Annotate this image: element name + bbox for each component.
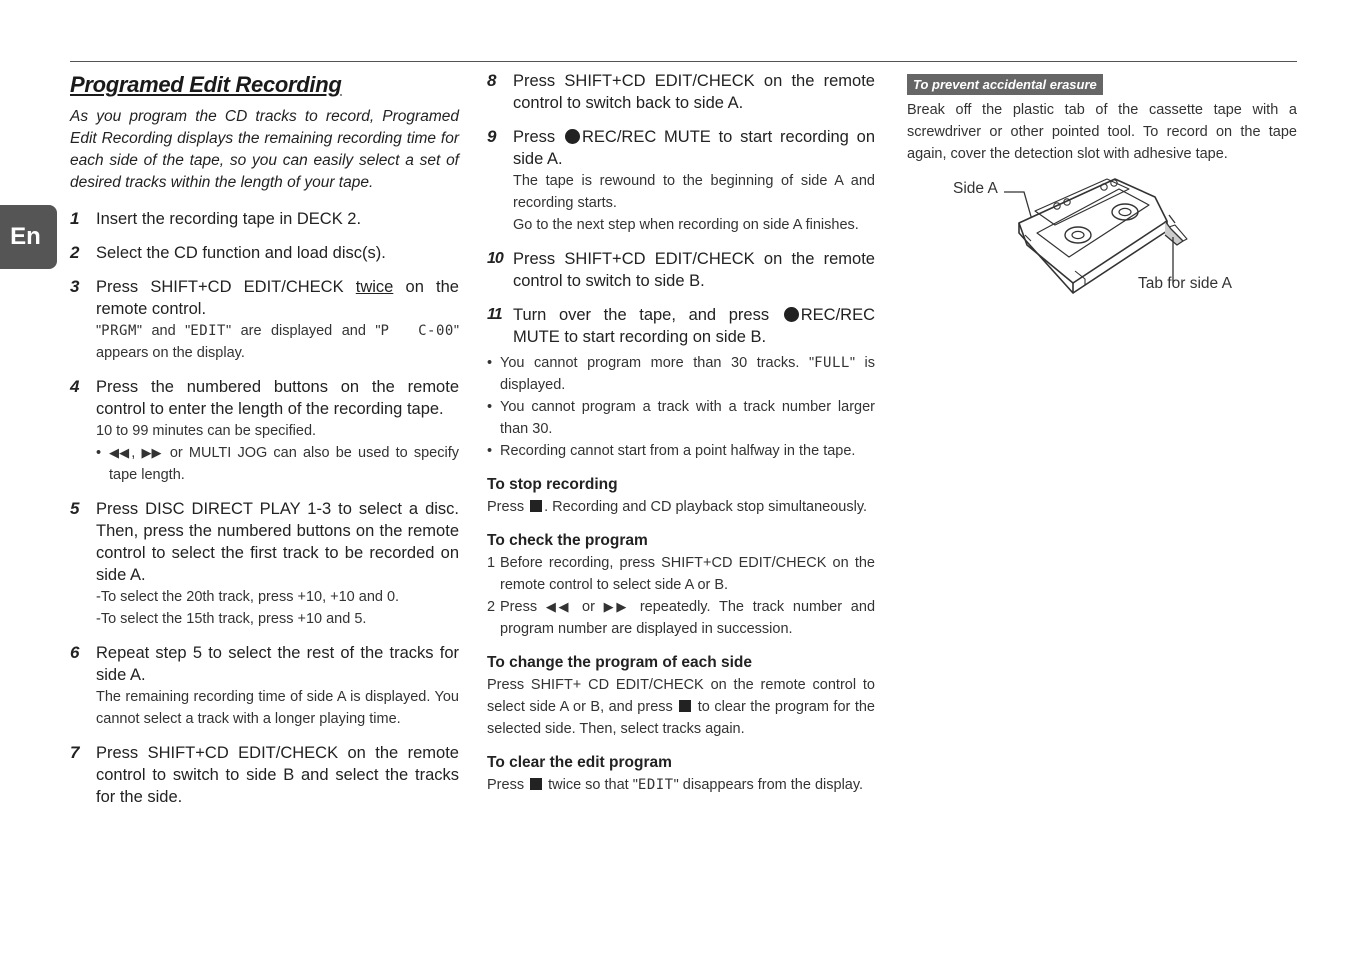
- label-side-a: Side A: [953, 180, 998, 197]
- step-text-part: Press SHIFT+CD EDIT/CHECK: [96, 278, 356, 296]
- step-5: [70, 498, 459, 630]
- step-number: 11: [487, 306, 502, 323]
- heading-stop-recording: To stop recording: [487, 476, 618, 493]
- item-text: repeatedly. The track number and program number are displayed in succession.: [500, 599, 876, 637]
- notes-list: [487, 352, 875, 462]
- step-text: [513, 304, 875, 348]
- item-number: 1: [487, 555, 496, 571]
- step-1: [70, 208, 459, 230]
- step-text-part: on the remote control.: [96, 278, 459, 318]
- check-item-1: [487, 552, 875, 596]
- step-number: 8: [487, 71, 497, 90]
- emphasis-twice: twice: [355, 278, 394, 296]
- note-text: You cannot program a track with a track number larger than 30.: [500, 399, 875, 437]
- note-text: " is displayed.: [500, 355, 875, 393]
- step-subtext: The tape is rewound to the beginning of side A and recording starts.: [513, 173, 875, 211]
- stop-recording-text: [487, 496, 875, 518]
- column-left: [70, 70, 459, 820]
- intro-paragraph: As you program the CD tracks to record, Programed Edit Recording displays the remaining recording time for each side of the tape, so you can easily select a set of desired tracks within the length of your tape.: [70, 108, 459, 191]
- display-program-counter: P C-00: [380, 323, 454, 339]
- note-text: Recording cannot start from a point halfway in the tape.: [500, 443, 856, 459]
- bullet-item: [96, 442, 459, 486]
- top-rule: [70, 61, 1297, 62]
- record-icon: [784, 307, 799, 322]
- bullet-dot: •: [96, 445, 102, 461]
- step-text: Press DISC DIRECT PLAY 1-3 to select a disc. Then, press the numbered buttons on the remote control to select the first track to be recorded on side A.: [96, 500, 459, 584]
- step-number: 10: [487, 250, 503, 267]
- step-text-part: REC/REC MUTE to start recording on side B.: [513, 306, 875, 346]
- display-full: FULL: [814, 355, 850, 371]
- note-item: [487, 396, 875, 440]
- quote: " are displayed and ": [225, 323, 381, 339]
- separator: ,: [131, 445, 142, 461]
- step-number: 9: [487, 127, 497, 146]
- note-item: [487, 440, 875, 462]
- step-text-part: Press: [513, 128, 563, 146]
- heading-clear-program: To clear the edit program: [487, 754, 672, 771]
- step-text: Press SHIFT+CD EDIT/CHECK on the remote control to switch to side B.: [513, 250, 875, 290]
- bullet-text: or MULTI JOG can also be used to specify tape length.: [109, 445, 459, 483]
- step-number: 7: [70, 743, 80, 762]
- bullet-dot: •: [487, 355, 493, 371]
- display-edit: EDIT: [190, 323, 226, 339]
- para-text: Press SHIFT+ CD EDIT/CHECK on the remote control to select side A or B, and press: [487, 677, 875, 715]
- note-item: [487, 352, 875, 396]
- language-tab: En: [0, 205, 57, 269]
- stop-icon: [530, 778, 542, 790]
- item-number: 2: [487, 599, 496, 615]
- step-text: Repeat step 5 to select the rest of the tracks for side A.: [96, 644, 459, 684]
- heading-change-program: To change the program of each side: [487, 654, 752, 671]
- step-text: [513, 126, 875, 170]
- step-subtext: The remaining recording time of side A is displayed. You cannot select a track with a longer playing time.: [96, 689, 459, 727]
- display-note: [96, 320, 459, 364]
- item-text: Press: [500, 599, 546, 615]
- step-number: 3: [70, 277, 80, 296]
- quote: " and ": [136, 323, 191, 339]
- dash-note: -To select the 20th track, press +10, +10 and 0.: [96, 589, 400, 605]
- bullet-dot: •: [487, 443, 493, 459]
- rewind-icon: ◀◀: [545, 599, 572, 614]
- cassette-figure: [907, 175, 1297, 305]
- dash-note: -To select the 15th track, press +10 and 5.: [96, 611, 367, 627]
- step-number: 2: [70, 243, 80, 262]
- step-4: [70, 376, 459, 486]
- quote: ": [96, 323, 102, 339]
- para-text: " disappears from the display.: [673, 777, 864, 793]
- para-text: Press: [487, 499, 529, 515]
- step-text: [96, 276, 459, 320]
- step-text: Select the CD function and load disc(s).: [96, 244, 386, 262]
- change-program-text: [487, 674, 875, 740]
- column-middle: [487, 70, 875, 796]
- column-right: [907, 70, 1297, 165]
- section-title: Programed Edit Recording: [70, 72, 342, 97]
- display-prgm: PRGM: [101, 323, 137, 339]
- step-6: [70, 642, 459, 730]
- para-text: to clear the program for the selected side. Then, select tracks again.: [487, 699, 875, 737]
- quote: ": [453, 323, 459, 339]
- step-2: [70, 242, 459, 264]
- step-9: [487, 126, 875, 236]
- item-text: or: [573, 599, 604, 615]
- label-tab-side-a: Tab for side A: [1138, 275, 1232, 292]
- step-text: Press the numbered buttons on the remote control to enter the length of the recording tape.: [96, 378, 459, 418]
- rewind-icon: ◀◀: [109, 445, 130, 460]
- stop-icon: [530, 500, 542, 512]
- fast-forward-icon: ▶▶: [141, 445, 162, 460]
- step-number: 6: [70, 643, 80, 662]
- step-3: [70, 276, 459, 364]
- step-text: Press SHIFT+CD EDIT/CHECK on the remote control to switch to side B and select the tracks for the side.: [96, 744, 459, 806]
- step-text: Press SHIFT+CD EDIT/CHECK on the remote control to switch back to side A.: [513, 72, 875, 112]
- para-text: Press: [487, 777, 529, 793]
- step-11: [487, 304, 875, 348]
- step-10: [487, 248, 875, 292]
- record-icon: [565, 129, 580, 144]
- step-7: [70, 742, 459, 808]
- note-text: You cannot program more than 30 tracks. ": [500, 355, 815, 371]
- display-note-end: appears on the display.: [96, 345, 245, 361]
- bullet-dot: •: [487, 399, 493, 415]
- erasure-text: Break off the plastic tab of the cassette tape with a screwdriver or other pointed tool. To record on the tape again, cover the detection slot with adhesive tape.: [907, 102, 1297, 162]
- step-text: Insert the recording tape in DECK 2.: [96, 210, 362, 228]
- step-number: 1: [70, 209, 80, 228]
- display-edit: EDIT: [637, 777, 674, 793]
- item-text: Before recording, press SHIFT+CD EDIT/CHECK on the remote control to select side A or B.: [500, 555, 875, 593]
- step-subtext: 10 to 99 minutes can be specified.: [96, 423, 317, 439]
- check-item-2: [487, 596, 875, 640]
- step-text-part: REC/REC MUTE to start recording on side A.: [513, 128, 875, 168]
- para-text: . Recording and CD playback stop simultaneously.: [544, 499, 868, 515]
- step-number: 4: [70, 377, 80, 396]
- step-8: [487, 70, 875, 114]
- step-number: 5: [70, 499, 80, 518]
- step-subtext: Go to the next step when recording on side A finishes.: [513, 217, 859, 233]
- erasure-badge: To prevent accidental erasure: [907, 74, 1103, 95]
- clear-program-text: [487, 774, 875, 796]
- fast-forward-icon: ▶▶: [603, 599, 630, 614]
- stop-icon: [679, 700, 691, 712]
- heading-check-program: To check the program: [487, 532, 648, 549]
- para-text: twice so that ": [544, 777, 638, 793]
- step-text-part: Turn over the tape, and press: [513, 306, 782, 324]
